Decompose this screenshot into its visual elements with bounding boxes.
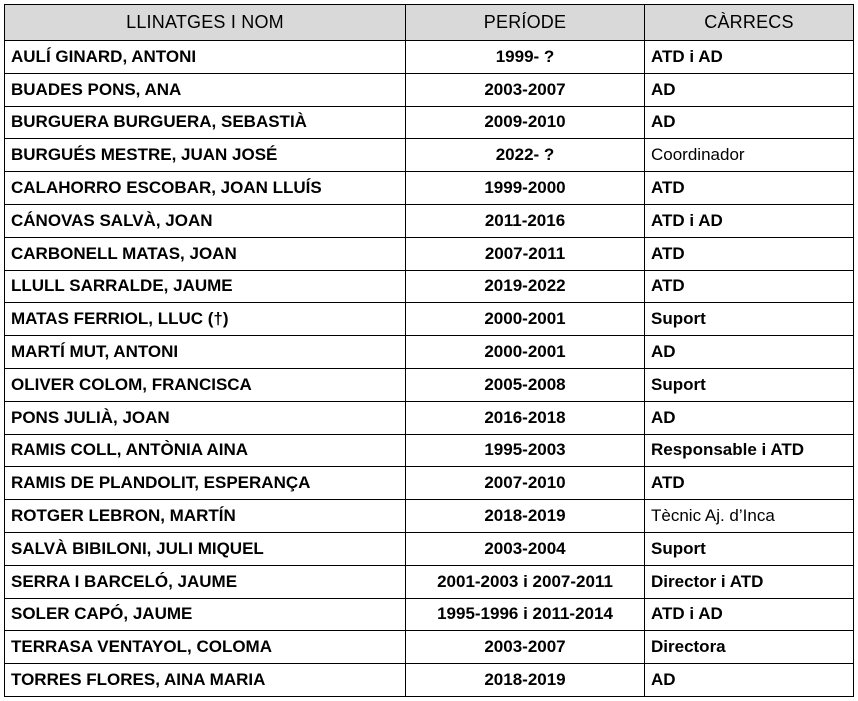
cell-role: ATD [645,467,854,500]
table-row [5,434,854,467]
table-row [5,139,854,172]
cell-period: 2000-2001 [406,303,645,336]
cell-name: RAMIS DE PLANDOLIT, ESPERANÇA [5,467,406,500]
cell-name: OLIVER COLOM, FRANCISCA [5,368,406,401]
cell-period: 2019-2022 [406,270,645,303]
cell-period: 1999-2000 [406,172,645,205]
cell-period: 2001-2003 i 2007-2011 [406,565,645,598]
cell-period: 1995-1996 i 2011-2014 [406,598,645,631]
cell-name: SOLER CAPÓ, JAUME [5,598,406,631]
cell-period: 1999- ? [406,41,645,74]
cell-name: CALAHORRO ESCOBAR, JOAN LLUÍS [5,172,406,205]
cell-role: Coordinador [645,139,854,172]
cell-role: ATD i AD [645,204,854,237]
cell-role: ATD i AD [645,41,854,74]
table-row [5,41,854,74]
table-row [5,467,854,500]
cell-name: MARTÍ MUT, ANTONI [5,336,406,369]
table-row [5,172,854,205]
table-row [5,336,854,369]
cell-role: Suport [645,532,854,565]
cell-role: ATD [645,237,854,270]
table-row [5,631,854,664]
cell-role: ATD [645,270,854,303]
cell-name: CARBONELL MATAS, JOAN [5,237,406,270]
cell-period: 1995-2003 [406,434,645,467]
cell-role: AD [645,336,854,369]
cell-period: 2000-2001 [406,336,645,369]
cell-name: TERRASA VENTAYOL, COLOMA [5,631,406,664]
cell-name: RAMIS COLL, ANTÒNIA AINA [5,434,406,467]
table-row [5,565,854,598]
table-row [5,237,854,270]
cell-period: 2018-2019 [406,664,645,697]
cell-role: ATD [645,172,854,205]
header-name: LLINATGES I NOM [5,5,406,41]
staff-table [4,4,854,697]
cell-period: 2022- ? [406,139,645,172]
table-row [5,204,854,237]
table-row [5,106,854,139]
cell-name: ROTGER LEBRON, MARTÍN [5,500,406,533]
cell-role: AD [645,401,854,434]
cell-role: AD [645,73,854,106]
cell-role: ATD i AD [645,598,854,631]
cell-period: 2018-2019 [406,500,645,533]
cell-name: CÁNOVAS SALVÀ, JOAN [5,204,406,237]
cell-period: 2007-2010 [406,467,645,500]
header-period: PERÍODE [406,5,645,41]
table-header-row [5,5,854,41]
cell-name: TORRES FLORES, AINA MARIA [5,664,406,697]
cell-name: LLULL SARRALDE, JAUME [5,270,406,303]
table-row [5,598,854,631]
cell-period: 2003-2007 [406,73,645,106]
cell-role: AD [645,664,854,697]
cell-role: Suport [645,368,854,401]
cell-name: MATAS FERRIOL, LLUC (†) [5,303,406,336]
cell-role: Director i ATD [645,565,854,598]
cell-role: Directora [645,631,854,664]
cell-name: AULÍ GINARD, ANTONI [5,41,406,74]
table-row [5,664,854,697]
table-row [5,270,854,303]
cell-period: 2007-2011 [406,237,645,270]
cell-name: BUADES PONS, ANA [5,73,406,106]
table-row [5,532,854,565]
table-row [5,73,854,106]
cell-period: 2011-2016 [406,204,645,237]
table-row [5,500,854,533]
table-row [5,368,854,401]
cell-name: PONS JULIÀ, JOAN [5,401,406,434]
table-row [5,303,854,336]
cell-period: 2005-2008 [406,368,645,401]
header-role: CÀRRECS [645,5,854,41]
cell-period: 2003-2007 [406,631,645,664]
cell-role: AD [645,106,854,139]
table-row [5,401,854,434]
cell-name: BURGUÉS MESTRE, JUAN JOSÉ [5,139,406,172]
cell-name: SALVÀ BIBILONI, JULI MIQUEL [5,532,406,565]
cell-name: SERRA I BARCELÓ, JAUME [5,565,406,598]
cell-period: 2016-2018 [406,401,645,434]
cell-role: Tècnic Aj. d’Inca [645,500,854,533]
cell-period: 2003-2004 [406,532,645,565]
cell-name: BURGUERA BURGUERA, SEBASTIÀ [5,106,406,139]
cell-role: Responsable i ATD [645,434,854,467]
cell-role: Suport [645,303,854,336]
cell-period: 2009-2010 [406,106,645,139]
